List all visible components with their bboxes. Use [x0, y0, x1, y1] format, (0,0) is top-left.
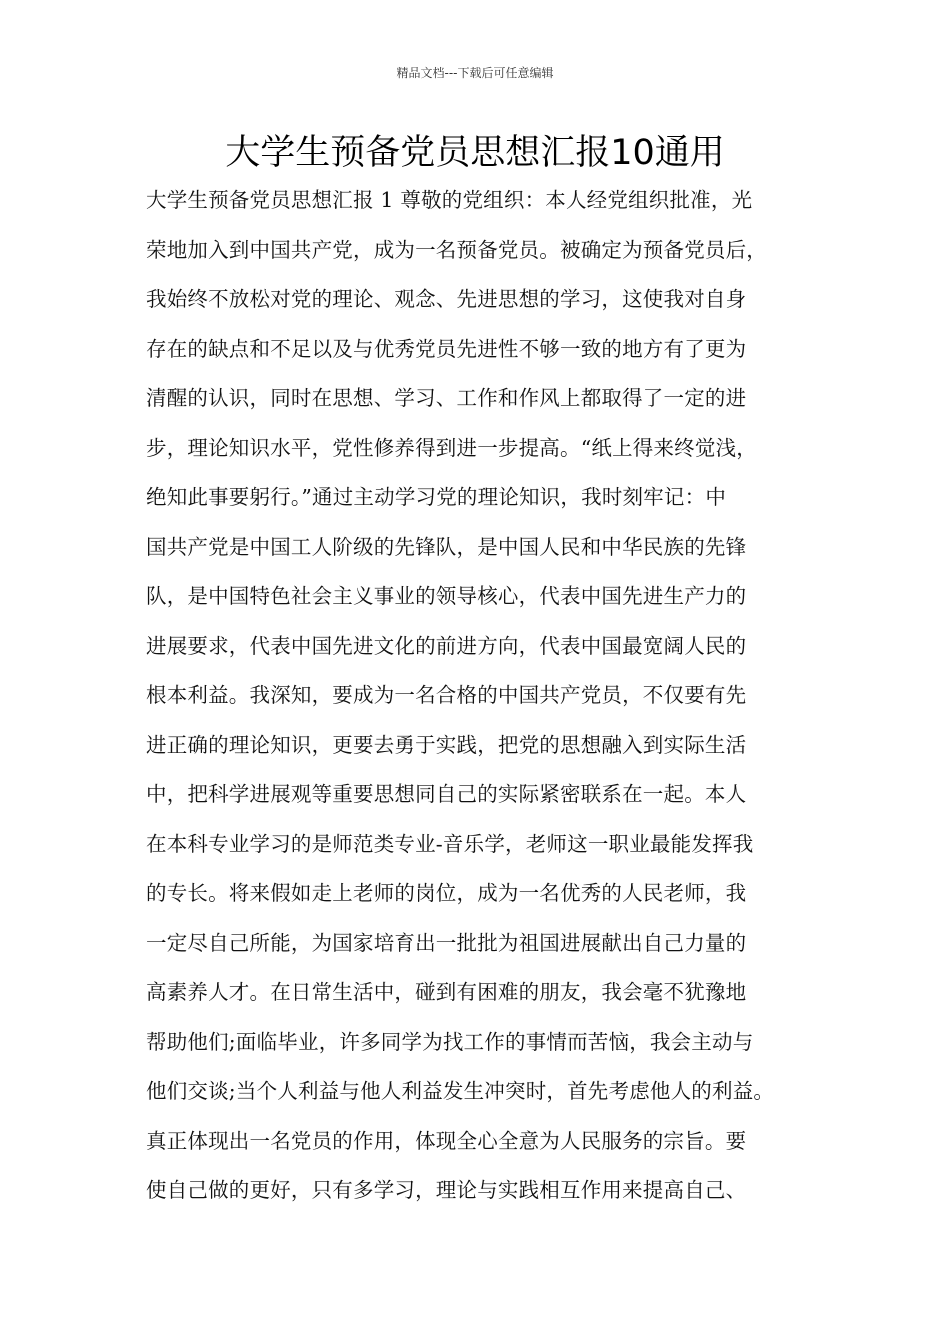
body-line: 进展要求，代表中国先进文化的前进方向，代表中国最宽阔人民的 [146, 633, 747, 658]
body-line: 荣地加入到中国共产党，成为一名预备党员。被确定为预备党员后， [146, 237, 767, 262]
document-title: 大学生预备党员思想汇报10通用 [225, 133, 725, 173]
body-line: 真正体现出一名党员的作用，体现全心全意为人民服务的宗旨。要 [146, 1128, 747, 1153]
body-line: 使自己做的更好，只有多学习，理论与实践相互作用来提高自己、 [146, 1178, 747, 1202]
body-line: 帮助他们;面临毕业，许多同学为找工作的事情而苦恼，我会主动与 [146, 1029, 754, 1054]
body-line: 我始终不放松对党的理论、观念、先进思想的学习，这使我对自身 [146, 287, 747, 311]
body-line: 他们交谈;当个人利益与他人利益发生冲突时，首先考虑他人的利益。 [146, 1079, 775, 1103]
body-line: 步，理论知识水平，党性修养得到进一步提高。“纸上得来终觉浅， [146, 435, 757, 460]
body-line: 在本科专业学习的是师范类专业-音乐学，老师这一职业最能发挥我 [146, 831, 754, 856]
body-line: 队，是中国特色社会主义事业的领导核心，代表中国先进生产力的 [146, 584, 747, 608]
body-line: 清醒的认识，同时在思想、学习、工作和作风上都取得了一定的进 [146, 386, 747, 410]
body-line: 进正确的理论知识，更要去勇于实践，把党的思想融入到实际生活 [146, 732, 747, 757]
document-body [146, 176, 826, 1216]
body-line: 根本利益。我深知，要成为一名合格的中国共产党员，不仅要有先 [146, 683, 747, 707]
body-line: 的专长。将来假如走上老师的岗位，成为一名优秀的人民老师，我 [146, 881, 747, 905]
body-line: 一定尽自己所能，为国家培育出一批批为祖国进展献出自己力量的 [146, 930, 747, 955]
body-line: 中，把科学进展观等重要思想同自己的实际紧密联系在一起。本人 [146, 782, 747, 806]
page-header: 精品文档---下载后可任意编辑 [396, 66, 554, 80]
body-line: 大学生预备党员思想汇报 1 尊敬的党组织：本人经党组织批准，光 [146, 188, 753, 212]
body-line: 存在的缺点和不足以及与优秀党员先进性不够一致的地方有了更为 [146, 336, 747, 361]
body-line: 国共产党是中国工人阶级的先锋队，是中国人民和中华民族的先锋 [146, 534, 747, 559]
body-line: 高素养人才。在日常生活中，碰到有困难的朋友，我会毫不犹豫地 [146, 980, 747, 1004]
body-line: 绝知此事要躬行。”通过主动学习党的理论知识，我时刻牢记：中 [146, 485, 727, 509]
